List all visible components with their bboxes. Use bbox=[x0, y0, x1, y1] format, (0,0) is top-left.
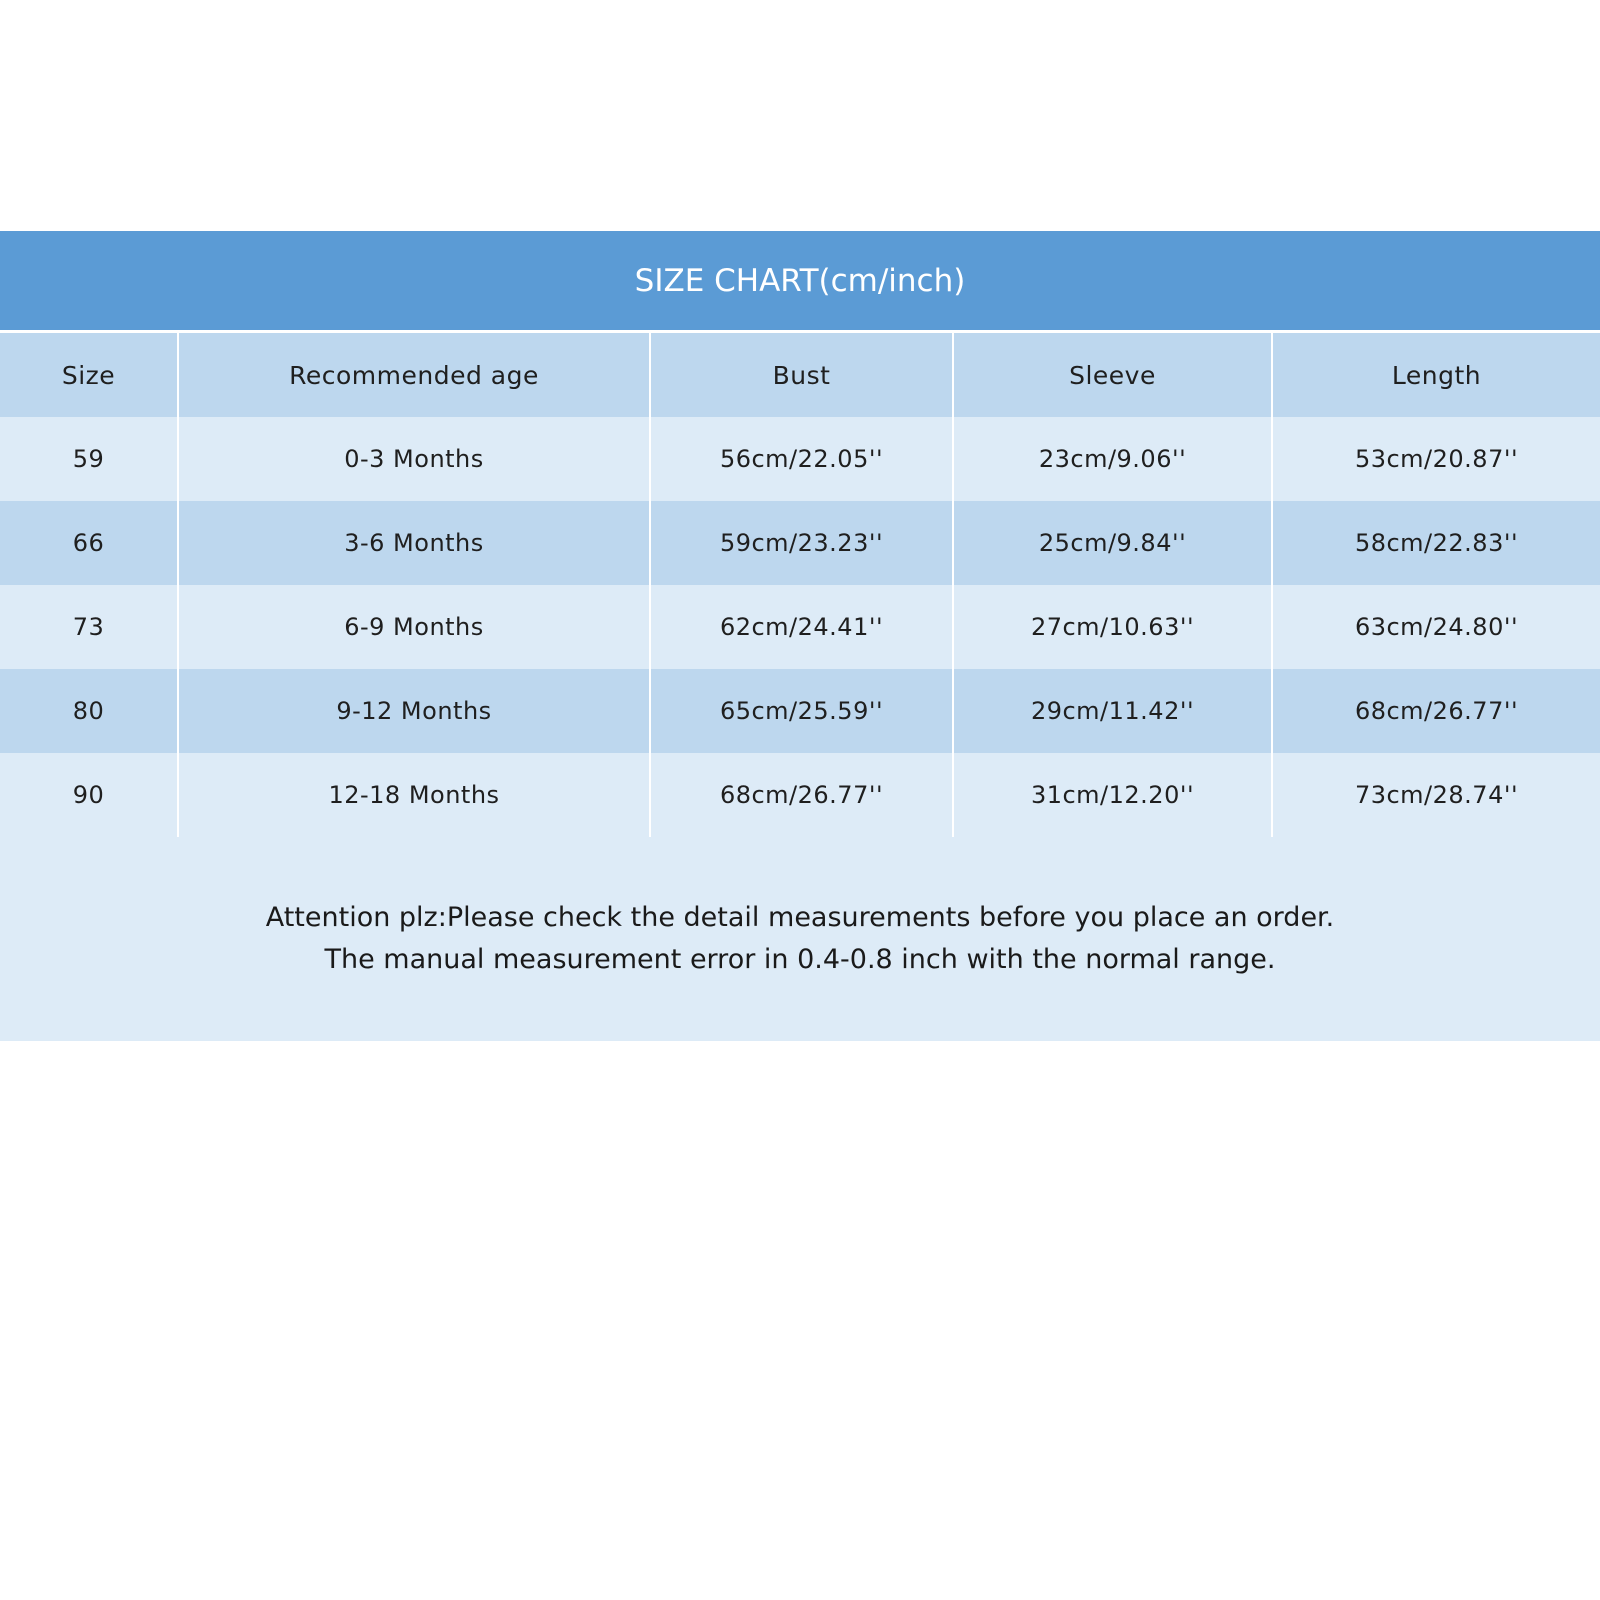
cell-age: 6-9 Months bbox=[179, 585, 651, 669]
table-header-row bbox=[0, 333, 1600, 417]
table-row bbox=[0, 501, 1600, 585]
cell-age: 0-3 Months bbox=[179, 417, 651, 501]
cell-length: 58cm/22.83'' bbox=[1354, 529, 1519, 557]
note-line-2: The manual measurement error in 0.4-0.8 inch with the normal range. bbox=[324, 944, 1276, 975]
chart-title: SIZE CHART(cm/inch) bbox=[0, 231, 1600, 333]
header-bust: Bust bbox=[651, 333, 954, 417]
cell-bust: 62cm/24.41'' bbox=[651, 585, 954, 669]
cell-age: 3-6 Months bbox=[179, 501, 651, 585]
cell-sleeve: 31cm/12.20'' bbox=[954, 753, 1273, 837]
cell-length: 63cm/24.80'' bbox=[1354, 613, 1519, 641]
cell-size: 59 bbox=[0, 417, 179, 501]
note-line-1: Attention plz:Please check the detail measurements before you place an order. bbox=[265, 902, 1335, 933]
attention-note bbox=[0, 837, 1600, 1041]
cell-bust: 59cm/23.23'' bbox=[651, 501, 954, 585]
header-recommended-age: Recommended age bbox=[179, 333, 651, 417]
cell-sleeve: 27cm/10.63'' bbox=[954, 585, 1273, 669]
cell-length: 68cm/26.77'' bbox=[1354, 697, 1519, 725]
header-sleeve: Sleeve bbox=[954, 333, 1273, 417]
cell-size: 73 bbox=[0, 585, 179, 669]
cell-bust: 56cm/22.05'' bbox=[651, 417, 954, 501]
cell-sleeve: 29cm/11.42'' bbox=[954, 669, 1273, 753]
cell-length: 73cm/28.74'' bbox=[1354, 781, 1519, 809]
size-chart bbox=[0, 231, 1600, 1041]
cell-size: 80 bbox=[0, 669, 179, 753]
cell-sleeve: 23cm/9.06'' bbox=[954, 417, 1273, 501]
cell-bust: 65cm/25.59'' bbox=[651, 669, 954, 753]
table-row bbox=[0, 753, 1600, 837]
table-row bbox=[0, 669, 1600, 753]
cell-age: 9-12 Months bbox=[179, 669, 651, 753]
header-size: Size bbox=[0, 333, 179, 417]
cell-bust: 68cm/26.77'' bbox=[651, 753, 954, 837]
table-row bbox=[0, 417, 1600, 501]
cell-sleeve: 25cm/9.84'' bbox=[954, 501, 1273, 585]
cell-size: 66 bbox=[0, 501, 179, 585]
cell-size: 90 bbox=[0, 753, 179, 837]
cell-age: 12-18 Months bbox=[179, 753, 651, 837]
cell-length: 53cm/20.87'' bbox=[1354, 445, 1519, 473]
header-length: Length bbox=[1391, 360, 1482, 390]
table-row bbox=[0, 585, 1600, 669]
